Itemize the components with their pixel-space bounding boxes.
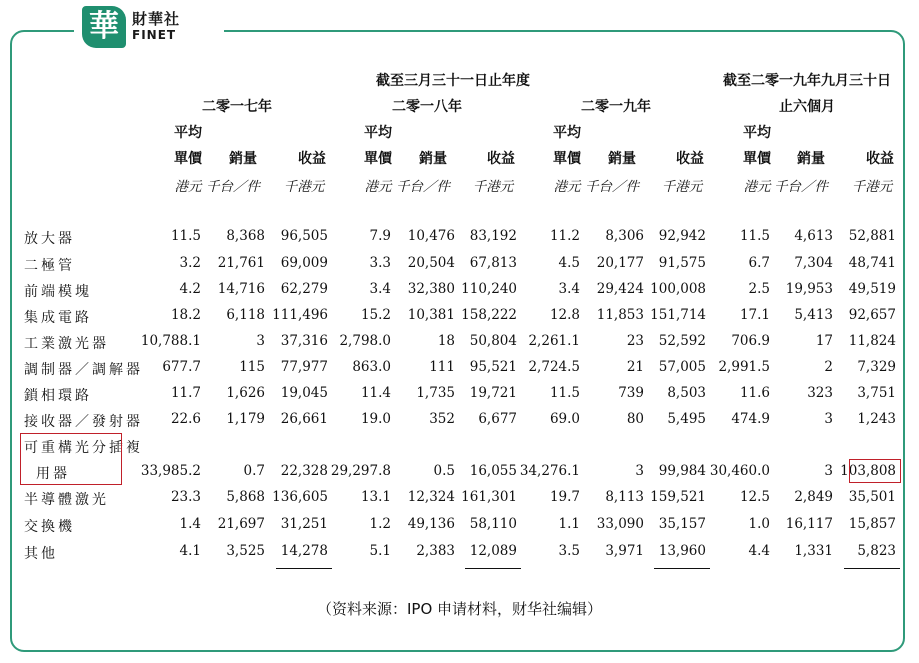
price-header-line1-g2: 平均 (553, 125, 581, 141)
table-cell: 474.9 (731, 411, 770, 427)
table-cell: 29,424 (596, 281, 644, 297)
table-cell: 50,804 (469, 333, 517, 349)
table-cell: 151,714 (650, 307, 706, 323)
revenue-unit-g0: 千港元 (283, 179, 325, 195)
category-label: 二極管 (24, 258, 75, 274)
table-cell: 8,368 (226, 228, 265, 244)
category-label-cont: 用器 (36, 466, 70, 482)
table-cell: 5.1 (369, 543, 391, 559)
table-cell: 7,329 (857, 359, 896, 375)
table-cell: 31,251 (280, 516, 328, 532)
table-cell: 17.1 (739, 307, 770, 323)
table-cell: 7,304 (794, 255, 833, 271)
table-cell: 19,045 (280, 385, 328, 401)
table-cell: 115 (239, 359, 265, 375)
revenue-underline (465, 568, 521, 569)
category-label: 集成電路 (24, 310, 92, 326)
category-label: 前端模塊 (24, 284, 92, 300)
table-cell: 100,008 (650, 281, 706, 297)
logo-seal-icon: 華 (82, 6, 126, 48)
table-cell: 10,788.1 (140, 333, 201, 349)
six-month-header-line1: 截至二零一九年九月三十日 (723, 73, 891, 89)
table-cell: 4.5 (558, 255, 580, 271)
revenue-unit-g3: 千港元 (851, 179, 893, 195)
year-2019-header: 二零一九年 (581, 99, 651, 115)
table-cell: 26,661 (280, 411, 328, 427)
table-cell: 34,276.1 (519, 463, 580, 479)
table-cell: 15.2 (360, 307, 391, 323)
table-cell: 1,243 (857, 411, 896, 427)
table-cell: 62,279 (280, 281, 328, 297)
table-cell: 1.0 (748, 516, 770, 532)
price-header-line1-g0: 平均 (174, 125, 202, 141)
table-cell: 706.9 (731, 333, 770, 349)
logo-name-cn: 財華社 (132, 10, 181, 28)
table-cell: 20,504 (407, 255, 455, 271)
category-label: 調制器／調解器 (24, 362, 143, 378)
table-cell: 17 (815, 333, 833, 349)
finet-logo (74, 4, 224, 50)
table-cell: 19.0 (360, 411, 391, 427)
table-cell: 11.7 (170, 385, 201, 401)
table-cell: 21,697 (217, 516, 265, 532)
table-cell: 3 (824, 411, 833, 427)
table-cell: 3,971 (605, 543, 644, 559)
table-cell: 37,316 (280, 333, 328, 349)
table-cell: 5,823 (857, 543, 896, 559)
table-cell: 13.1 (360, 489, 391, 505)
category-label: 其他 (24, 546, 58, 562)
table-cell: 83,192 (469, 228, 517, 244)
table-cell: 4.4 (748, 543, 770, 559)
table-cell: 22,328 (280, 463, 328, 479)
table-cell: 33,090 (596, 516, 644, 532)
table-cell: 2,383 (416, 543, 455, 559)
table-cell: 1.4 (179, 516, 201, 532)
category-label: 鎖相環路 (24, 388, 92, 404)
table-cell: 16,117 (785, 516, 833, 532)
category-label: 可重構光分插複 (24, 440, 143, 456)
sales-header-g1: 銷量 (419, 151, 447, 167)
table-cell: 1.1 (558, 516, 580, 532)
table-cell: 19,953 (785, 281, 833, 297)
table-cell: 13,960 (658, 543, 706, 559)
price-header-line2-g1: 單價 (364, 151, 392, 167)
revenue-header-g3: 收益 (866, 151, 894, 167)
highlight-box-category (20, 433, 122, 485)
table-cell: 95,521 (469, 359, 517, 375)
table-cell: 19,721 (469, 385, 517, 401)
revenue-header-g1: 收益 (487, 151, 515, 167)
table-cell: 58,110 (469, 516, 517, 532)
table-cell: 69,009 (280, 255, 328, 271)
table-cell: 0.5 (433, 463, 455, 479)
table-cell: 77,977 (280, 359, 328, 375)
revenue-underline (654, 568, 710, 569)
price-unit-g1: 港元 (364, 179, 392, 195)
sales-unit-g3: 千台／件 (774, 179, 828, 195)
table-cell: 2.5 (748, 281, 770, 297)
table-cell: 30,460.0 (709, 463, 770, 479)
fiscal-year-group-header: 截至三月三十一日止年度 (376, 73, 530, 89)
table-cell: 6,677 (478, 411, 517, 427)
table-cell: 49,136 (407, 516, 455, 532)
table-cell: 136,605 (272, 489, 328, 505)
revenue-underline (276, 568, 332, 569)
price-header-line1-g1: 平均 (364, 125, 392, 141)
category-label: 放大器 (24, 231, 75, 247)
table-cell: 3.3 (369, 255, 391, 271)
table-cell: 0.7 (243, 463, 265, 479)
table-cell: 6,118 (226, 307, 265, 323)
table-cell: 52,592 (658, 333, 706, 349)
table-cell: 3.4 (369, 281, 391, 297)
table-cell: 96,505 (280, 228, 328, 244)
table-cell: 21,761 (217, 255, 265, 271)
revenue-unit-g1: 千港元 (472, 179, 514, 195)
revenue-header-g0: 收益 (298, 151, 326, 167)
table-cell: 159,521 (650, 489, 706, 505)
table-cell: 11.4 (360, 385, 391, 401)
revenue-unit-g2: 千港元 (661, 179, 703, 195)
table-cell: 19.7 (549, 489, 580, 505)
table-cell: 11.6 (739, 385, 770, 401)
sales-unit-g2: 千台／件 (585, 179, 639, 195)
table-cell: 15,857 (848, 516, 896, 532)
table-cell: 18 (437, 333, 455, 349)
table-cell: 3.5 (558, 543, 580, 559)
table-cell: 91,575 (658, 255, 706, 271)
table-cell: 29,297.8 (330, 463, 391, 479)
table-cell: 14,716 (217, 281, 265, 297)
table-cell: 8,113 (605, 489, 644, 505)
sales-unit-g1: 千台／件 (396, 179, 450, 195)
table-cell: 3 (635, 463, 644, 479)
table-cell: 32,380 (407, 281, 455, 297)
table-cell: 4,613 (794, 228, 833, 244)
table-cell: 4.2 (179, 281, 201, 297)
price-header-line2-g0: 單價 (174, 151, 202, 167)
table-cell: 1,179 (226, 411, 265, 427)
table-cell: 35,157 (658, 516, 706, 532)
category-label: 工業激光器 (24, 336, 109, 352)
table-cell: 1,331 (794, 543, 833, 559)
table-cell: 10,476 (407, 228, 455, 244)
table-cell: 7.9 (369, 228, 391, 244)
table-cell: 8,306 (605, 228, 644, 244)
table-cell: 11.5 (549, 385, 580, 401)
sales-header-g3: 銷量 (797, 151, 825, 167)
table-cell: 1,735 (416, 385, 455, 401)
table-cell: 5,413 (794, 307, 833, 323)
table-cell: 2,724.5 (528, 359, 580, 375)
table-cell: 3.2 (179, 255, 201, 271)
category-label: 交換機 (24, 519, 75, 535)
table-cell: 16,055 (469, 463, 517, 479)
table-cell: 67,813 (469, 255, 517, 271)
table-cell: 12,089 (469, 543, 517, 559)
table-cell: 48,741 (848, 255, 896, 271)
table-cell: 10,381 (407, 307, 455, 323)
table-cell: 2 (824, 359, 833, 375)
table-cell: 69.0 (549, 411, 580, 427)
table-cell: 2,849 (794, 489, 833, 505)
sales-header-g0: 銷量 (229, 151, 257, 167)
table-cell: 3,525 (226, 543, 265, 559)
highlight-box-value (849, 459, 901, 483)
table-cell: 57,005 (658, 359, 706, 375)
year-2018-header: 二零一八年 (392, 99, 462, 115)
price-header-line1-g3: 平均 (743, 125, 771, 141)
revenue-header-g2: 收益 (676, 151, 704, 167)
table-cell: 2,261.1 (528, 333, 580, 349)
table-cell: 49,519 (848, 281, 896, 297)
table-cell: 3,751 (857, 385, 896, 401)
table-cell: 6.7 (748, 255, 770, 271)
table-cell: 35,501 (848, 489, 896, 505)
source-note: （资料来源：IPO 申请材料，财华社编辑） (316, 600, 603, 618)
price-header-line2-g2: 單價 (553, 151, 581, 167)
six-month-header-line2: 止六個月 (779, 99, 835, 115)
table-cell: 739 (618, 385, 644, 401)
table-cell: 1,626 (226, 385, 265, 401)
table-cell: 14,278 (280, 543, 328, 559)
revenue-underline (844, 568, 900, 569)
table-cell: 52,881 (848, 228, 896, 244)
table-cell: 677.7 (162, 359, 201, 375)
table-cell: 11.5 (739, 228, 770, 244)
table-cell: 2,798.0 (339, 333, 391, 349)
table-cell: 3 (824, 463, 833, 479)
sales-header-g2: 銷量 (608, 151, 636, 167)
table-cell: 103,808 (840, 463, 896, 479)
table-cell: 92,657 (848, 307, 896, 323)
table-cell: 1.2 (369, 516, 391, 532)
table-cell: 2,991.5 (718, 359, 770, 375)
table-cell: 111,496 (272, 307, 328, 323)
year-2017-header: 二零一七年 (202, 99, 272, 115)
table-cell: 111 (429, 359, 455, 375)
price-header-line2-g3: 單價 (743, 151, 771, 167)
table-cell: 4.1 (179, 543, 201, 559)
price-unit-g0: 港元 (174, 179, 202, 195)
table-cell: 11.5 (170, 228, 201, 244)
price-unit-g3: 港元 (743, 179, 771, 195)
table-cell: 22.6 (170, 411, 201, 427)
table-cell: 11,853 (596, 307, 644, 323)
category-label: 半導體激光 (24, 492, 109, 508)
table-cell: 5,495 (667, 411, 706, 427)
price-unit-g2: 港元 (553, 179, 581, 195)
table-cell: 11.2 (549, 228, 580, 244)
category-label: 接收器／發射器 (24, 414, 143, 430)
table-cell: 92,942 (658, 228, 706, 244)
table-cell: 23.3 (170, 489, 201, 505)
table-cell: 161,301 (461, 489, 517, 505)
table-cell: 23 (626, 333, 644, 349)
table-cell: 352 (429, 411, 455, 427)
table-cell: 18.2 (170, 307, 201, 323)
table-cell: 20,177 (596, 255, 644, 271)
table-cell: 11,824 (848, 333, 896, 349)
table-cell: 3.4 (558, 281, 580, 297)
table-cell: 863.0 (352, 359, 391, 375)
table-cell: 158,222 (461, 307, 517, 323)
table-cell: 12.8 (549, 307, 580, 323)
table-cell: 323 (807, 385, 833, 401)
logo-name-en: FINET (132, 28, 177, 42)
table-cell: 12,324 (407, 489, 455, 505)
table-cell: 3 (256, 333, 265, 349)
sales-unit-g0: 千台／件 (206, 179, 260, 195)
table-cell: 5,868 (226, 489, 265, 505)
table-cell: 33,985.2 (140, 463, 201, 479)
table-cell: 80 (626, 411, 644, 427)
table-cell: 99,984 (658, 463, 706, 479)
table-cell: 12.5 (739, 489, 770, 505)
table-cell: 110,240 (461, 281, 517, 297)
table-cell: 8,503 (667, 385, 706, 401)
table-cell: 21 (626, 359, 644, 375)
